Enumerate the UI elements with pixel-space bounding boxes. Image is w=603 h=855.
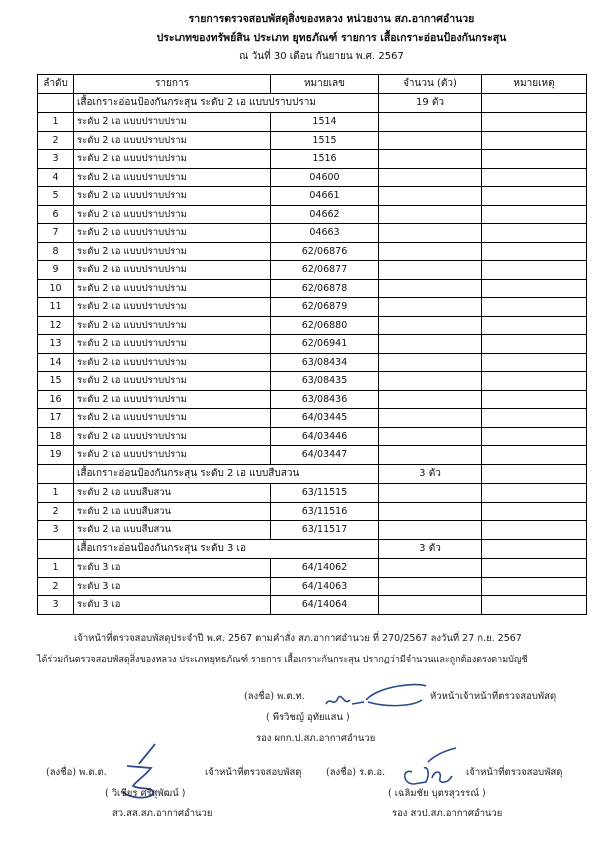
row-item: ระดับ 2 เอ แบบสืบสวน bbox=[74, 502, 271, 521]
row-number: 1 bbox=[38, 484, 74, 503]
row-item: ระดับ 2 เอ แบบปราบปราม bbox=[74, 298, 271, 317]
table-row bbox=[38, 446, 587, 465]
row-item: ระดับ 2 เอ แบบปราบปราม bbox=[74, 353, 271, 372]
table-row bbox=[38, 168, 587, 187]
table-row bbox=[38, 187, 587, 206]
group-count: 3 ตัว bbox=[379, 464, 482, 484]
row-number: 15 bbox=[38, 372, 74, 391]
row-serial: 62/06876 bbox=[271, 242, 379, 261]
row-number: 18 bbox=[38, 427, 74, 446]
right-name: ( เฉลิมชัย บุตรสุวรรณ์ ) bbox=[388, 788, 486, 799]
row-serial: 04661 bbox=[271, 187, 379, 206]
row-count bbox=[379, 559, 482, 578]
row-count bbox=[379, 596, 482, 615]
group-no-cell bbox=[38, 539, 74, 559]
head-role: หัวหน้าเจ้าหน้าที่ตรวจสอบพัสดุ bbox=[430, 691, 557, 702]
row-remark bbox=[482, 205, 587, 224]
right-signature-icon bbox=[398, 748, 458, 788]
column-header-remark: หมายเหตุ bbox=[482, 75, 587, 94]
document-subtitle: ประเภทของทรัพย์สิน ประเภท ยุทธภัณฑ์ รายการ เสื้อเกราะอ่อนป้องกันกระสุน bbox=[156, 32, 507, 44]
row-item: ระดับ 2 เอ แบบปราบปราม bbox=[74, 224, 271, 243]
group-row bbox=[38, 93, 587, 113]
row-item: ระดับ 3 เอ bbox=[74, 596, 271, 615]
row-serial: 63/08435 bbox=[271, 372, 379, 391]
row-item: ระดับ 2 เอ แบบปราบปราม bbox=[74, 242, 271, 261]
row-remark bbox=[482, 372, 587, 391]
row-number: 3 bbox=[38, 150, 74, 169]
row-serial: 63/08434 bbox=[271, 353, 379, 372]
row-number: 9 bbox=[38, 261, 74, 280]
row-count bbox=[379, 298, 482, 317]
row-remark bbox=[482, 484, 587, 503]
table-row bbox=[38, 279, 587, 298]
row-item: ระดับ 2 เอ แบบปราบปราม bbox=[74, 113, 271, 132]
row-item: ระดับ 2 เอ แบบปราบปราม bbox=[74, 205, 271, 224]
row-serial: 62/06941 bbox=[271, 335, 379, 354]
row-serial: 04663 bbox=[271, 224, 379, 243]
group-count: 3 ตัว bbox=[379, 539, 482, 559]
row-number: 10 bbox=[38, 279, 74, 298]
head-position: รอง ผกก.ป.สภ.อากาศอำนวย bbox=[256, 733, 376, 744]
row-number: 5 bbox=[38, 187, 74, 206]
row-count bbox=[379, 502, 482, 521]
row-remark bbox=[482, 298, 587, 317]
row-count bbox=[379, 577, 482, 596]
row-serial: 63/11516 bbox=[271, 502, 379, 521]
group-no-cell bbox=[38, 464, 74, 484]
row-item: ระดับ 3 เอ bbox=[74, 559, 271, 578]
row-remark bbox=[482, 316, 587, 335]
row-item: ระดับ 3 เอ bbox=[74, 577, 271, 596]
row-serial: 62/06879 bbox=[271, 298, 379, 317]
row-number: 3 bbox=[38, 521, 74, 540]
row-remark bbox=[482, 335, 587, 354]
row-serial: 63/08436 bbox=[271, 390, 379, 409]
row-count bbox=[379, 372, 482, 391]
row-number: 1 bbox=[38, 113, 74, 132]
row-count bbox=[379, 390, 482, 409]
group-row bbox=[38, 539, 587, 559]
row-number: 4 bbox=[38, 168, 74, 187]
row-remark bbox=[482, 446, 587, 465]
document-date: ณ วันที่ 30 เดือน กันยายน พ.ศ. 2567 bbox=[239, 51, 404, 62]
table-row bbox=[38, 596, 587, 615]
column-header-item: รายการ bbox=[74, 75, 271, 94]
row-remark bbox=[482, 150, 587, 169]
row-count bbox=[379, 187, 482, 206]
row-count bbox=[379, 316, 482, 335]
row-remark bbox=[482, 427, 587, 446]
row-count bbox=[379, 131, 482, 150]
row-number: 1 bbox=[38, 559, 74, 578]
row-item: ระดับ 2 เอ แบบปราบปราม bbox=[74, 187, 271, 206]
table-row bbox=[38, 484, 587, 503]
left-sign-label: (ลงชื่อ) พ.ต.ต. bbox=[46, 767, 107, 778]
table-row bbox=[38, 242, 587, 261]
row-remark bbox=[482, 390, 587, 409]
row-number: 19 bbox=[38, 446, 74, 465]
row-number: 14 bbox=[38, 353, 74, 372]
table-row bbox=[38, 131, 587, 150]
row-serial: 64/14063 bbox=[271, 577, 379, 596]
table-row bbox=[38, 205, 587, 224]
row-count bbox=[379, 150, 482, 169]
row-remark bbox=[482, 559, 587, 578]
row-serial: 64/14064 bbox=[271, 596, 379, 615]
left-position: สว.สส.สภ.อากาศอำนวย bbox=[112, 808, 213, 819]
row-count bbox=[379, 353, 482, 372]
row-serial: 64/03447 bbox=[271, 446, 379, 465]
row-serial: 04600 bbox=[271, 168, 379, 187]
row-remark bbox=[482, 353, 587, 372]
group-title: เสื้อเกราะอ่อนป้องกันกระสุน ระดับ 3 เอ bbox=[74, 539, 379, 559]
row-count bbox=[379, 168, 482, 187]
row-count bbox=[379, 261, 482, 280]
group-remark-cell bbox=[482, 93, 587, 113]
row-item: ระดับ 2 เอ แบบปราบปราม bbox=[74, 390, 271, 409]
row-remark bbox=[482, 502, 587, 521]
table-row bbox=[38, 521, 587, 540]
column-header-no: ลำดับ bbox=[38, 75, 74, 94]
row-serial: 62/06878 bbox=[271, 279, 379, 298]
row-item: ระดับ 2 เอ แบบปราบปราม bbox=[74, 168, 271, 187]
row-count bbox=[379, 113, 482, 132]
row-serial: 62/06880 bbox=[271, 316, 379, 335]
row-count bbox=[379, 409, 482, 428]
row-remark bbox=[482, 577, 587, 596]
row-count bbox=[379, 427, 482, 446]
row-item: ระดับ 2 เอ แบบปราบปราม bbox=[74, 150, 271, 169]
row-number: 13 bbox=[38, 335, 74, 354]
row-number: 2 bbox=[38, 131, 74, 150]
row-serial: 04662 bbox=[271, 205, 379, 224]
row-number: 2 bbox=[38, 502, 74, 521]
row-number: 17 bbox=[38, 409, 74, 428]
row-count bbox=[379, 521, 482, 540]
head-name: ( พีรวิชญ์ อุทัยแสน ) bbox=[266, 712, 350, 723]
row-number: 3 bbox=[38, 596, 74, 615]
table-row bbox=[38, 409, 587, 428]
row-number: 2 bbox=[38, 577, 74, 596]
table-row bbox=[38, 577, 587, 596]
row-item: ระดับ 2 เอ แบบปราบปราม bbox=[74, 409, 271, 428]
table-row bbox=[38, 390, 587, 409]
table-row bbox=[38, 224, 587, 243]
group-no-cell bbox=[38, 93, 74, 113]
group-count: 19 ตัว bbox=[379, 93, 482, 113]
group-remark-cell bbox=[482, 464, 587, 484]
right-position: รอง สวป.สภ.อากาศอำนวย bbox=[392, 808, 503, 819]
table-row bbox=[38, 353, 587, 372]
row-count bbox=[379, 242, 482, 261]
row-count bbox=[379, 335, 482, 354]
row-serial: 63/11517 bbox=[271, 521, 379, 540]
table-row bbox=[38, 335, 587, 354]
row-remark bbox=[482, 187, 587, 206]
table-row bbox=[38, 261, 587, 280]
table-row bbox=[38, 427, 587, 446]
row-number: 8 bbox=[38, 242, 74, 261]
row-number: 12 bbox=[38, 316, 74, 335]
row-item: ระดับ 2 เอ แบบสืบสวน bbox=[74, 521, 271, 540]
row-item: ระดับ 2 เอ แบบสืบสวน bbox=[74, 484, 271, 503]
row-number: 6 bbox=[38, 205, 74, 224]
head-signature-icon bbox=[318, 682, 428, 712]
row-remark bbox=[482, 131, 587, 150]
table-row bbox=[38, 316, 587, 335]
row-item: ระดับ 2 เอ แบบปราบปราม bbox=[74, 131, 271, 150]
row-remark bbox=[482, 242, 587, 261]
row-item: ระดับ 2 เอ แบบปราบปราม bbox=[74, 316, 271, 335]
left-name: ( วิเชียร ศรีสุพัฒน์ ) bbox=[105, 788, 186, 799]
row-number: 7 bbox=[38, 224, 74, 243]
document-title: รายการตรวจสอบพัสดุสิ่งของหลวง หน่วยงาน สภ.อากาศอำนวย bbox=[188, 13, 475, 25]
row-remark bbox=[482, 113, 587, 132]
left-role: เจ้าหน้าที่ตรวจสอบพัสดุ bbox=[205, 767, 302, 778]
head-sign-label: (ลงชื่อ) พ.ต.ท. bbox=[244, 691, 305, 702]
row-serial: 1516 bbox=[271, 150, 379, 169]
row-count bbox=[379, 446, 482, 465]
row-remark bbox=[482, 168, 587, 187]
right-role: เจ้าหน้าที่ตรวจสอบพัสดุ bbox=[466, 767, 563, 778]
table-row bbox=[38, 150, 587, 169]
table-row bbox=[38, 502, 587, 521]
row-number: 11 bbox=[38, 298, 74, 317]
row-remark bbox=[482, 261, 587, 280]
row-serial: 62/06877 bbox=[271, 261, 379, 280]
committee-statement-line1: เจ้าหน้าที่ตรวจสอบพัสดุประจำปี พ.ศ. 2567 ตามคำสั่ง สภ.อากาศอำนวย ที่ 270/2567 ลงวันที่ 27 ก.ย. 2567 bbox=[74, 633, 522, 644]
table-header-row bbox=[38, 75, 587, 94]
row-item: ระดับ 2 เอ แบบปราบปราม bbox=[74, 446, 271, 465]
column-header-count: จำนวน (ตัว) bbox=[379, 75, 482, 94]
group-row bbox=[38, 464, 587, 484]
row-item: ระดับ 2 เอ แบบปราบปราม bbox=[74, 427, 271, 446]
right-sign-label: (ลงชื่อ) ร.ต.อ. bbox=[326, 767, 386, 778]
row-serial: 1514 bbox=[271, 113, 379, 132]
column-header-serial: หมายเลข bbox=[271, 75, 379, 94]
row-remark bbox=[482, 279, 587, 298]
row-serial: 64/03445 bbox=[271, 409, 379, 428]
table-row bbox=[38, 559, 587, 578]
row-serial: 63/11515 bbox=[271, 484, 379, 503]
row-serial: 64/03446 bbox=[271, 427, 379, 446]
row-item: ระดับ 2 เอ แบบปราบปราม bbox=[74, 372, 271, 391]
table-row bbox=[38, 372, 587, 391]
row-count bbox=[379, 224, 482, 243]
row-count bbox=[379, 484, 482, 503]
row-count bbox=[379, 279, 482, 298]
row-serial: 64/14062 bbox=[271, 559, 379, 578]
group-title: เสื้อเกราะอ่อนป้องกันกระสุน ระดับ 2 เอ แบบสืบสวน bbox=[74, 464, 379, 484]
row-item: ระดับ 2 เอ แบบปราบปราม bbox=[74, 335, 271, 354]
row-item: ระดับ 2 เอ แบบปราบปราม bbox=[74, 279, 271, 298]
row-number: 16 bbox=[38, 390, 74, 409]
row-remark bbox=[482, 409, 587, 428]
row-remark bbox=[482, 224, 587, 243]
committee-statement-line2: ได้ร่วมกันตรวจสอบพัสดุสิ่งของหลวง ประเภทยุทธภัณฑ์ รายการ เสื้อเกราะกันกระสุน ปรากฏว่ามีจำนวนและถูกต้องตรงตามบัญชี bbox=[37, 655, 528, 665]
inventory-table bbox=[37, 74, 587, 615]
table-row bbox=[38, 113, 587, 132]
row-remark bbox=[482, 521, 587, 540]
group-title: เสื้อเกราะอ่อนป้องกันกระสุน ระดับ 2 เอ แบบปราบปราม bbox=[74, 93, 379, 113]
row-item: ระดับ 2 เอ แบบปราบปราม bbox=[74, 261, 271, 280]
row-remark bbox=[482, 596, 587, 615]
table-row bbox=[38, 298, 587, 317]
group-remark-cell bbox=[482, 539, 587, 559]
row-count bbox=[379, 205, 482, 224]
row-serial: 1515 bbox=[271, 131, 379, 150]
